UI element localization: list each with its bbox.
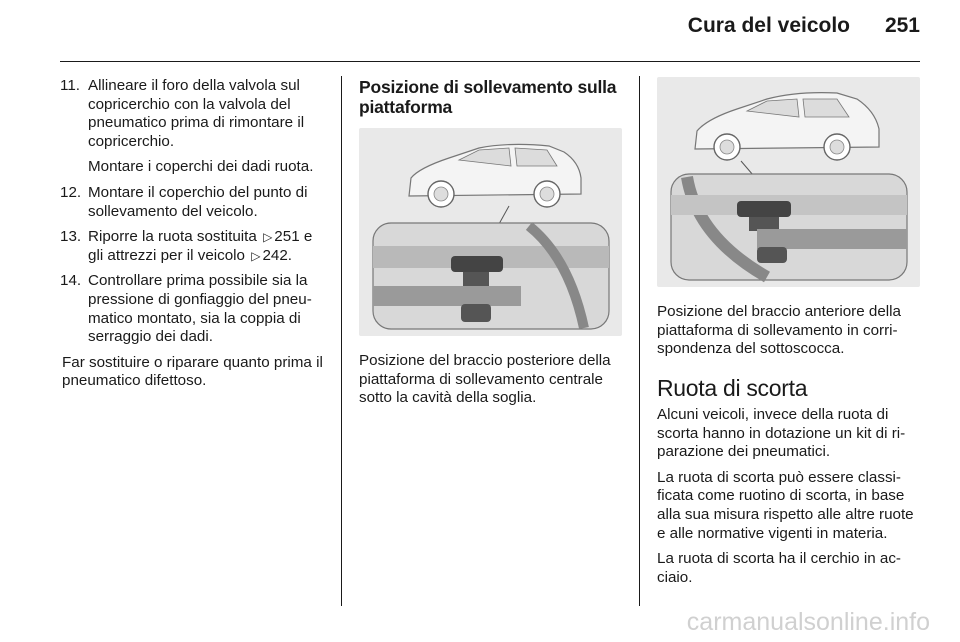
rear-lift-arm-illustration	[359, 128, 622, 336]
front-lift-arm-illustration	[657, 77, 920, 287]
list-item	[60, 77, 330, 177]
paragraph: Alcuni veicoli, invece della ruota di scorta hanno in dotazione un kit di ri-parazione dei pneumatici.	[657, 406, 906, 461]
section-heading-lift-position: Posizione di sollevamento sulla piattaforma	[359, 77, 617, 117]
front-arm-caption: Posizione del braccio anteriore della piattaforma di sollevamento in corri-spondenza del sottoscocca.	[657, 303, 901, 358]
list-item	[60, 184, 330, 221]
page-ref-arrow-icon: ▷	[263, 230, 273, 245]
rear-arm-caption: Posizione del braccio posteriore della piattaforma di sollevamento centrale sotto la cavità della soglia.	[359, 352, 611, 407]
list-text: Allineare il foro della valvola sul copricerchio con la valvola del pneumatico prima di rimontare il copricerchio.	[88, 77, 305, 150]
list-text: Montare il coperchio del punto di sollevamento del veicolo.	[88, 183, 308, 220]
header-title: Cura del veicolo	[687, 14, 850, 37]
car-lift-rear-icon	[359, 128, 622, 336]
list-text: Riporre la ruota sostituita	[88, 228, 257, 246]
list-text: Controllare prima possibile sia la pressione di gonfiaggio del pneu-matico montato, sia la coppia di serraggio dei dadi.	[88, 272, 312, 346]
list-text: Montare i coperchi dei dadi ruota.	[88, 158, 314, 176]
middle-column	[359, 77, 625, 117]
right-column	[657, 374, 923, 594]
paragraph: La ruota di scorta ha il cerchio in ac-ciaio.	[657, 550, 901, 586]
list-item	[60, 228, 330, 265]
page-number: 251	[884, 14, 920, 37]
watermark: carmanualsonline.info	[686, 608, 930, 636]
closing-paragraph: Far sostituire o riparare quanto prima il pneumatico difettoso.	[62, 353, 323, 390]
list-number: 14.	[60, 272, 82, 290]
left-column	[60, 77, 330, 391]
page-ref-arrow-icon: ▷	[251, 248, 261, 263]
page-ref-link[interactable]: 251	[274, 228, 300, 246]
list-number: 12.	[60, 183, 82, 201]
paragraph: La ruota di scorta può essere classi-ficata come ruotino di scorta, in base alla sua misura rispetto alle altre ruote e alle normative vigenti in materia.	[657, 468, 914, 542]
column-divider-right	[639, 76, 640, 606]
list-item	[60, 272, 330, 346]
column-divider-left	[341, 76, 342, 606]
list-text: e gli attrezzi per il veicolo	[88, 228, 313, 264]
list-number: 13.	[60, 228, 82, 246]
page-ref-link[interactable]: 242.	[262, 246, 293, 264]
car-lift-front-icon	[657, 77, 920, 287]
section-heading-spare-wheel: Ruota di scorta	[657, 375, 808, 401]
list-number: 11.	[60, 77, 80, 94]
header-rule	[60, 61, 920, 62]
